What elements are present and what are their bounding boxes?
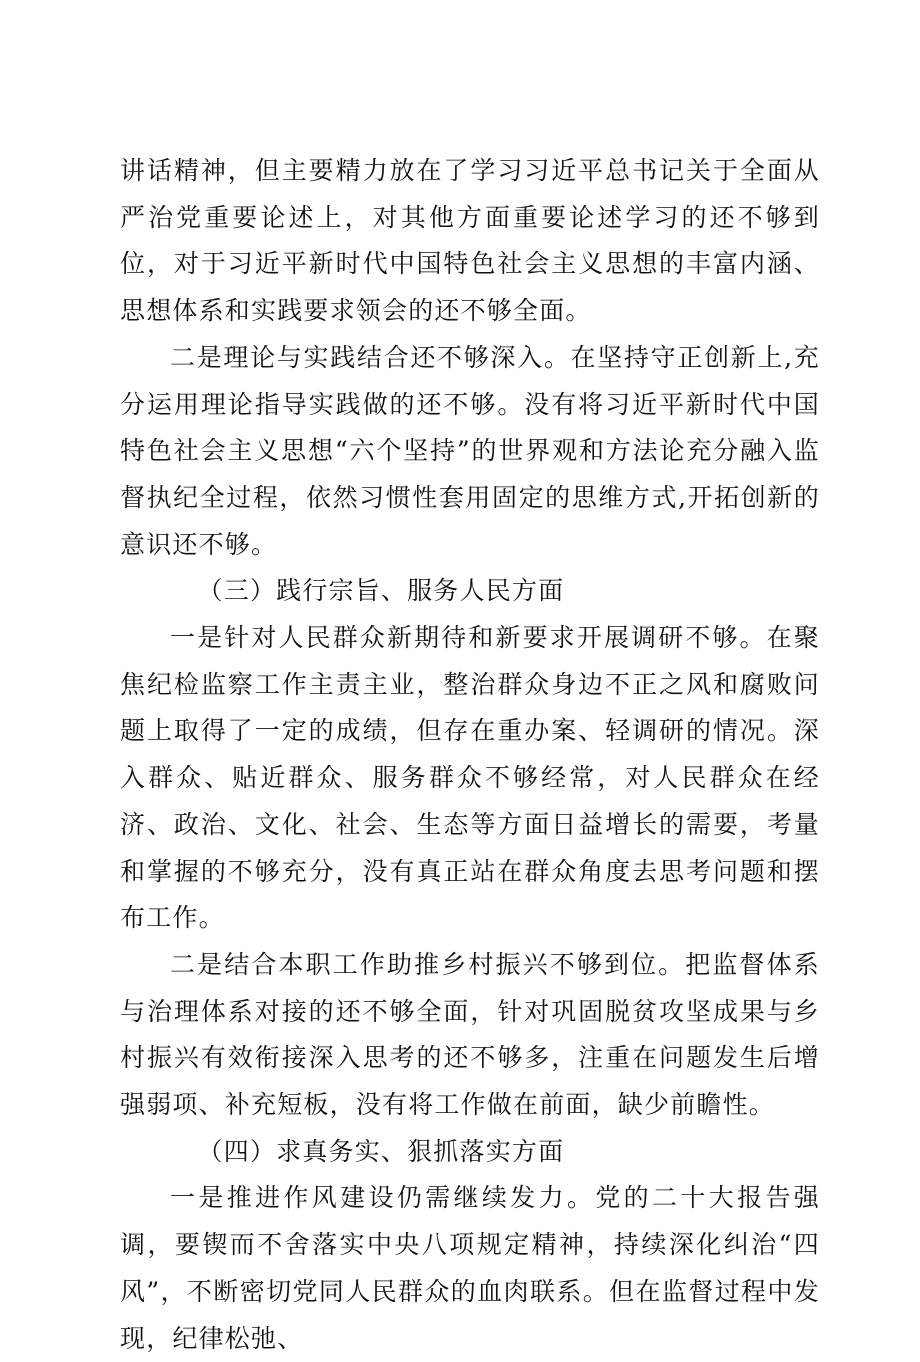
paragraph-continued-study: 讲话精神，但主要精力放在了学习习近平总书记关于全面从严治党重要论述上，对其他方面重要论述学习的还不够到位，对于习近平新时代中国特色社会主义思想的丰富内涵、思想体系和实践要求领会的还不够全面。 xyxy=(120,156,820,326)
paragraph-rural-revitalization: 二是结合本职工作助推乡村振兴不够到位。把监督体系与治理体系对接的还不够全面，针对巩固脱贫攻坚成果与乡村振兴有效衔接深入思考的还不够多，注重在问题发生后增强弱项、补充短板，没有将工作做在前面，缺少前瞻性。 xyxy=(120,949,820,1120)
section-heading-seek-truth: （四）求真务实、狠抓落实方面 xyxy=(197,1136,565,1166)
section-heading-serve-people: （三）践行宗旨、服务人民方面 xyxy=(197,576,565,606)
paragraph-research-needs: 一是针对人民群众新期待和新要求开展调研不够。在聚焦纪检监察工作主责主业，整治群众身边不正之风和腐败问题上取得了一定的成绩，但存在重办案、轻调研的情况。深入群众、贴近群众、服务群众不够经常，对人民群众在经济、政治、文化、社会、生态等方面日益增长的需要，考量和掌握的不够充分，没有真正站在群众角度去思考问题和摆布工作。 xyxy=(120,623,820,933)
body-text xyxy=(120,148,820,1362)
paragraph-work-style: 一是推进作风建设仍需继续发力。党的二十大报告强调，要锲而不舍落实中央八项规定精神，持续深化纠治“四风”，不断密切党同人民群众的血肉联系。但在监督过程中发现，纪律松弛、 xyxy=(120,1183,820,1353)
paragraph-theory-practice: 二是理论与实践结合还不够深入。在坚持守正创新上,充分运用理论指导实践做的还不够。没有将习近平新时代中国特色社会主义思想“六个坚持”的世界观和方法论充分融入监督执纪全过程，依然习惯性套用固定的思维方式,开拓创新的意识还不够。 xyxy=(120,342,820,559)
